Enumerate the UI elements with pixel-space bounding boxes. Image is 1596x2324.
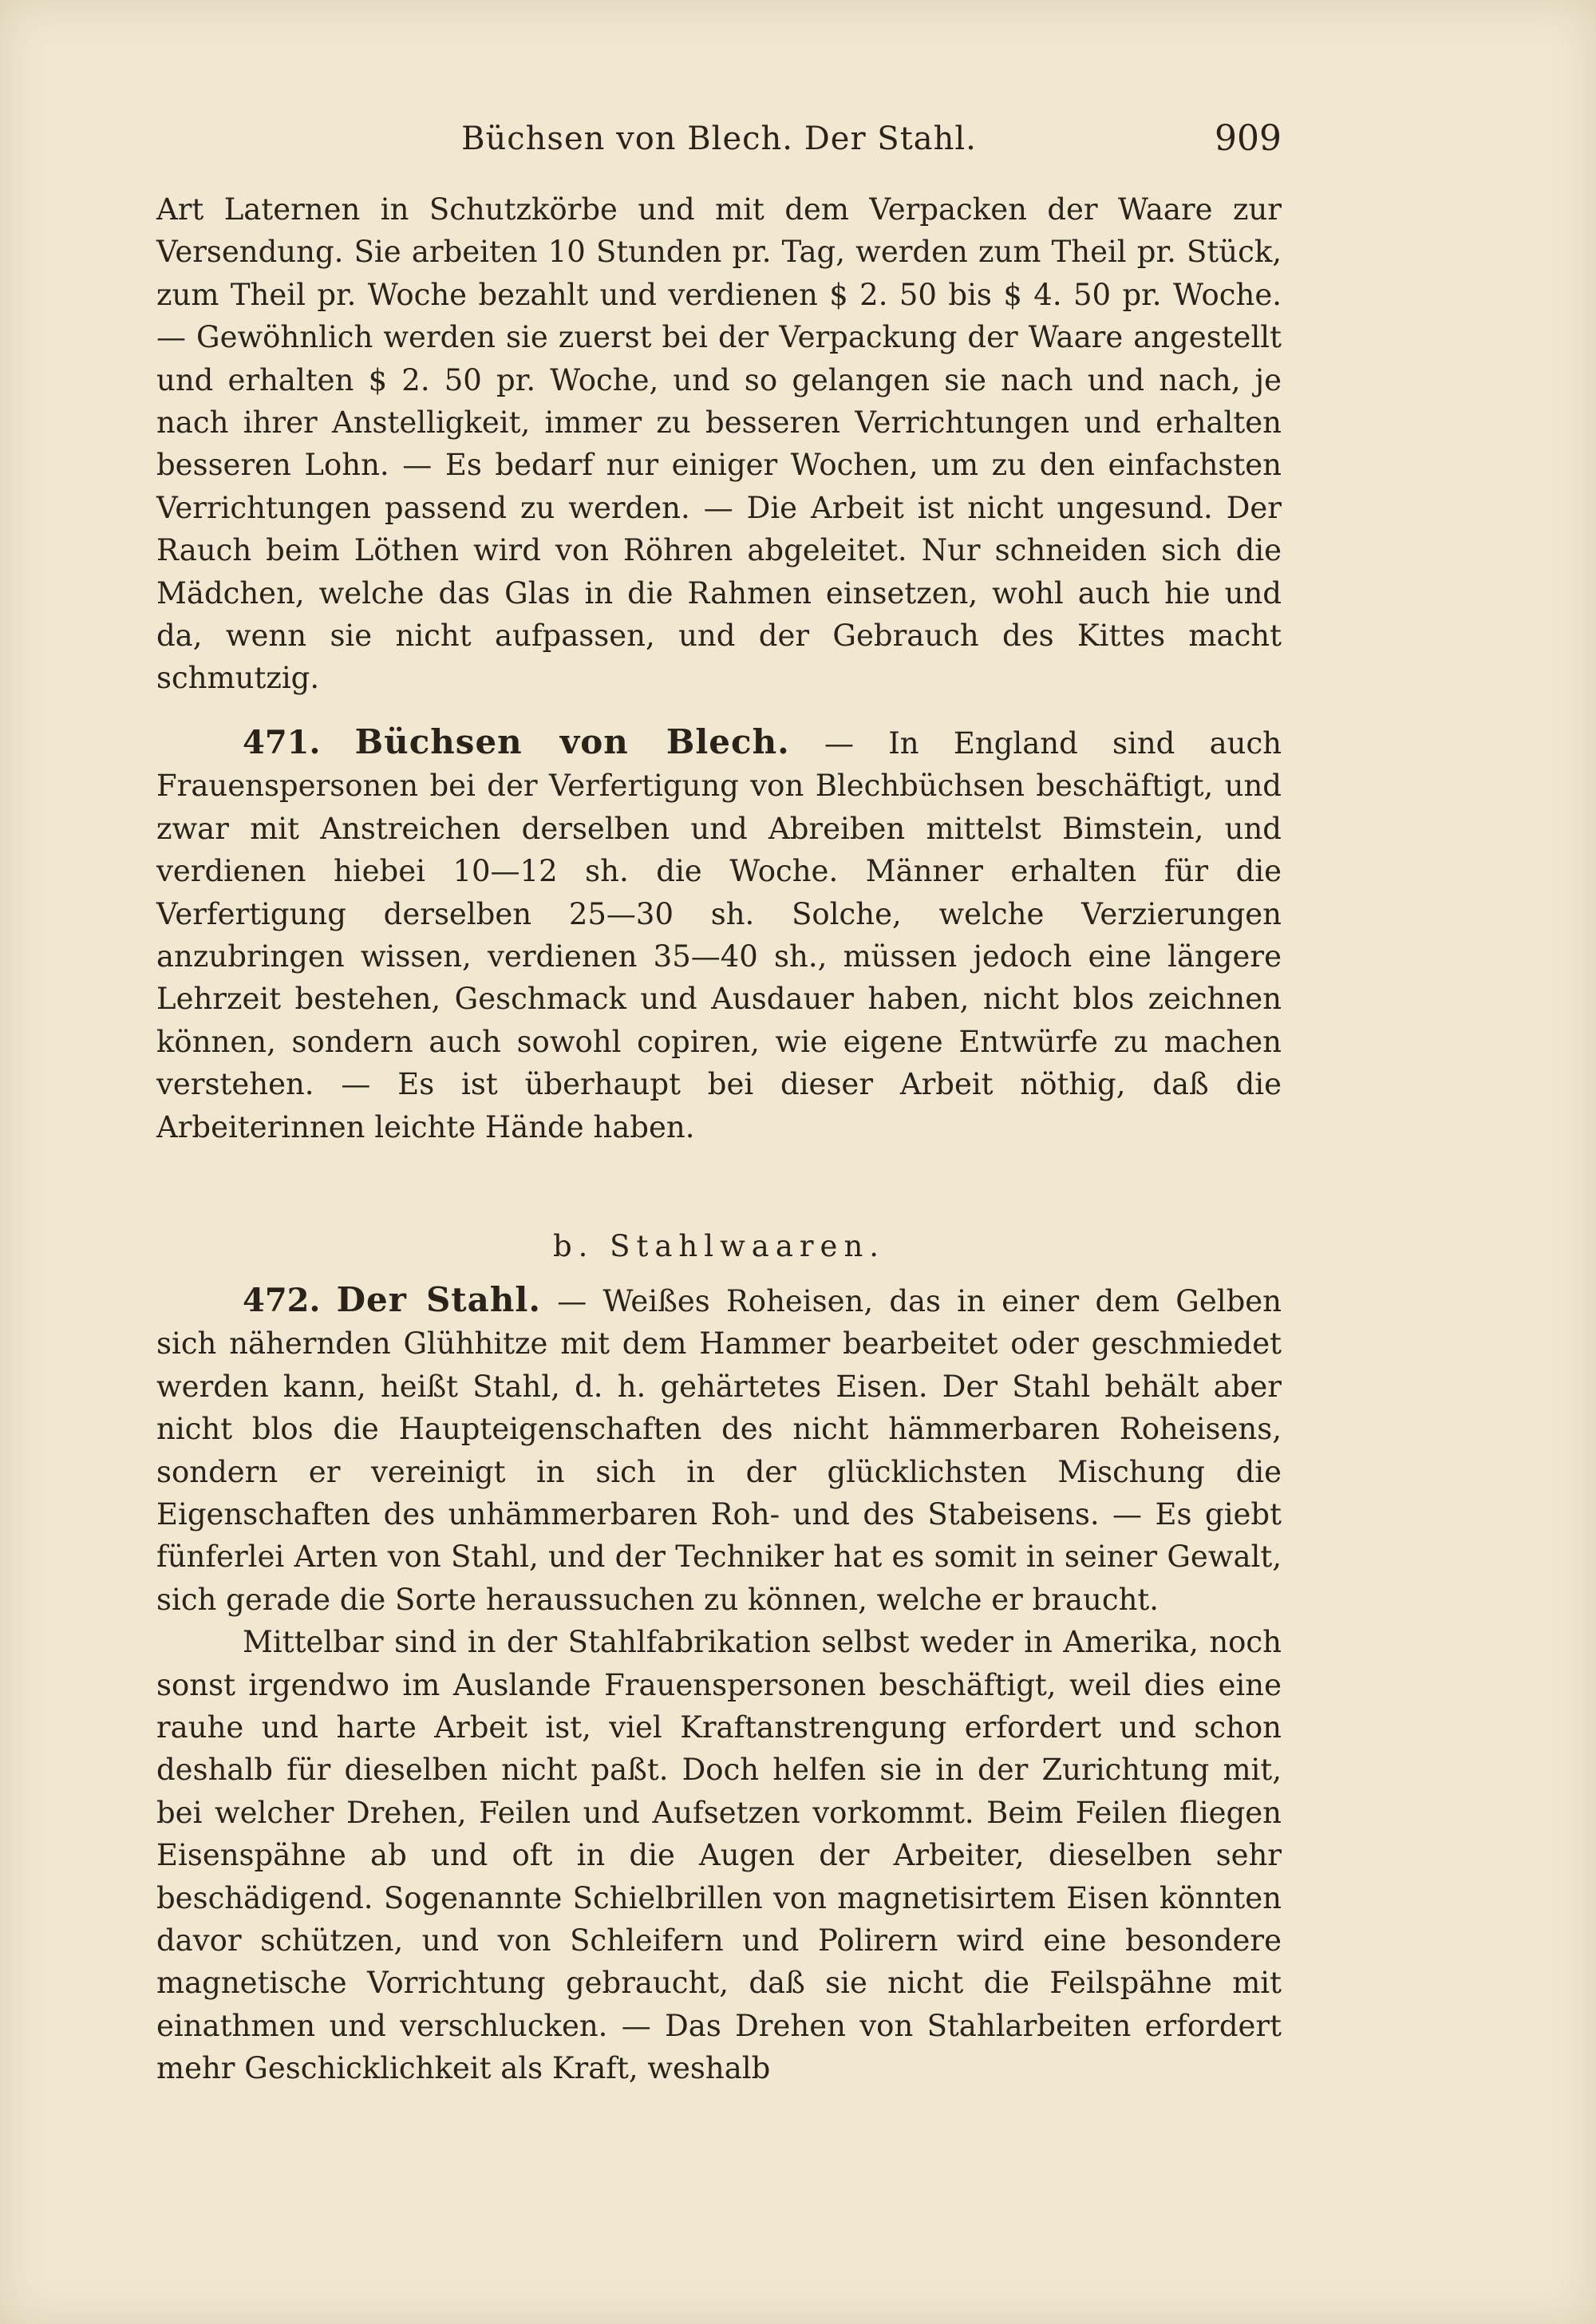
section-title: Der Stahl. [336,1279,542,1319]
subheading: b. Stahlwaaren. [552,1228,886,1263]
page-number: 909 [1215,118,1282,159]
section-472 [156,1279,1282,1621]
section-number: 471. [243,723,321,761]
paragraph: Mittelbar sind in der Stahlfabrikation selbst weder in Amerika, noch sonst irgendwo im Auslande Frauenspersonen beschäftigt, weil dies eine rauhe und harte Arbeit ist, viel Kraftanstrengung erfordert und schon deshalb für dieselben nicht paßt. Doch helfen sie in der Zurichtung mit, bei welcher Drehen, Feilen und Aufsetzen vorkommt. Beim Feilen fliegen Eisenspähne ab und oft in die Augen der Arbeiter, dieselben sehr beschädigend. Sogenannte Schielbrillen von magnetisirtem Eisen könnten davor schützen, und von Schleifern und Polirern wird eine besondere magnetische Vorrichtung gebraucht, daß sie nicht die Feilspähne mit einathmen und verschlucken. — Das Drehen von Stahlarbeiten erfordert mehr Geschicklichkeit als Kraft, weshalb [156,1625,1282,2086]
section-text: — In England sind auch Frauenspersonen bei der Verfertigung von Blechbüchsen beschäftigt, und zwar mit Anstreichen derselben und Abreiben mittelst Bimstein, und verdienen hiebei 10—12 sh. die Woche. Männer erhalten für die Verfertigung derselben 25—30 sh. Solche, welche Verzierungen anzubringen wissen, verdienen 35—40 sh., müssen jedoch eine längere Lehrzeit bestehen, Geschmack und Ausdauer haben, nicht blos zeichnen können, sondern auch sowohl copiren, wie eigene Entwürfe zu machen verstehen. — Es ist überhaupt bei dieser Arbeit nöthig, daß die Arbeiterinnen leichte Hände haben. [156,725,1282,1144]
text-block [156,110,1282,2090]
running-head [156,110,1282,168]
section-title: Büchsen von Blech. [354,721,790,761]
section-text: — Weißes Roheisen, das in einer dem Gelben sich nähernden Glühhitze mit dem Hammer bearbeitet oder geschmiedet werden kann, heißt Stahl, d. h. gehärtetes Eisen. Der Stahl behält aber nicht blos die Haupteigenschaften des nicht hämmerbaren Roheisens, sondern er vereinigt in sich in der glücklichsten Mischung die Eigenschaften des unhämmerbaren Roh- und des Stabeisens. — Es giebt fünferlei Arten von Stahl, und der Techniker hat es somit in seiner Gewalt, sich gerade die Sorte heraussuchen zu können, welche er braucht. [156,1283,1282,1617]
running-title: Büchsen von Blech. Der Stahl. [461,121,977,157]
paragraph-continued: Art Laternen in Schutzkörbe und mit dem Verpacken der Waare zur Versendung. Sie arbeiten 10 Stunden pr. Tag, werden zum Theil pr. Stück, zum Theil pr. Woche bezahlt und verdienen $ 2. 50 bis $ 4. 50 pr. Woche. — Gewöhnlich werden sie zuerst bei der Verpackung der Waare angestellt und erhalten $ 2. 50 pr. Woche, und so gelangen sie nach und nach, je nach ihrer Anstelligkeit, immer zu besseren Verrichtungen und erhalten besseren Lohn. — Es bedarf nur einiger Wochen, um zu den einfachsten Verrichtungen passend zu werden. — Die Arbeit ist nicht ungesund. Der Rauch beim Löthen wird von Röhren abgeleitet. Nur schneiden sich die Mädchen, welche das Glas in die Rahmen einsetzen, wohl auch hie und da, wenn sie nicht aufpassen, und der Gebrauch des Kittes macht schmutzig. [156,192,1282,696]
section-number: 472. [243,1281,321,1319]
section-471 [156,721,1282,1148]
